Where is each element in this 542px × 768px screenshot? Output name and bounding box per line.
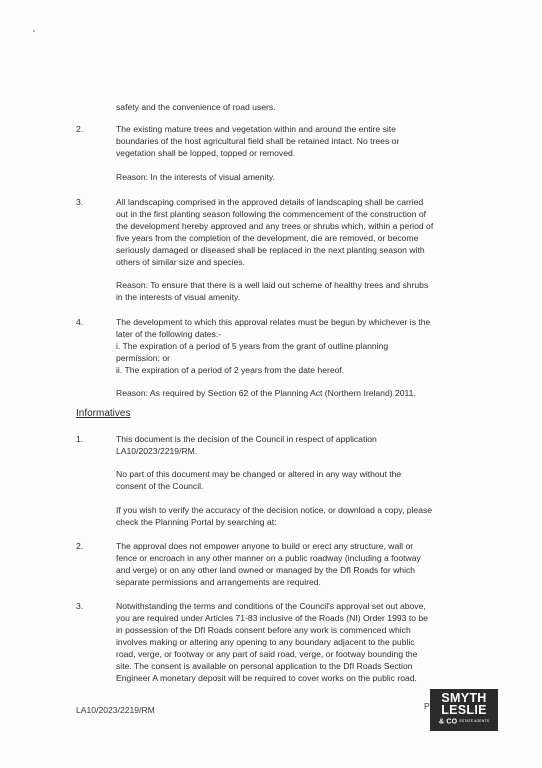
condition-number: 4. bbox=[76, 317, 84, 327]
agency-logo bbox=[430, 689, 498, 731]
condition-text-line: others of similar size and species. bbox=[116, 257, 245, 267]
condition-reason-line: Reason: As required by Section 62 of the Planning Act (Northern Ireland) 2011. bbox=[116, 388, 416, 398]
informative-text-line: Engineer A monetary deposit will be required to cover works on the public road. bbox=[116, 673, 417, 683]
informative-text-line: check the Planning Portal by searching at: bbox=[116, 517, 277, 527]
condition-text-line: boundaries of the host agricultural field shall be retained intact. No trees or bbox=[116, 136, 400, 146]
informative-text-line: involves making or altering any opening to any boundary adjacent to the public bbox=[116, 637, 415, 647]
informative-text-line: Notwithstanding the terms and conditions of the Council's approval set out above, bbox=[116, 601, 426, 611]
informative-text-line: in possession of the DfI Roads consent before any work is commenced which bbox=[116, 625, 411, 635]
logo-amp-co: & CO bbox=[438, 718, 458, 726]
informative-number: 1. bbox=[76, 434, 84, 444]
informative-text-line: fence or encroach in any other manner on a public roadway (including a footway bbox=[116, 553, 421, 563]
footer-reference: LA10/2023/2219/RM bbox=[76, 705, 155, 715]
informative-text-line: The approval does not empower anyone to build or erect any structure, wall or bbox=[116, 541, 414, 551]
footer-page-partial: P bbox=[424, 701, 430, 711]
informative-text-line: and verge) or on any other land owned or managed by the DfI Roads for which bbox=[116, 565, 416, 575]
condition-text-line: The existing mature trees and vegetation within and around the entire site bbox=[116, 124, 396, 134]
condition-text-line: All landscaping comprised in the approved details of landscaping shall be carried bbox=[116, 197, 424, 207]
informatives-heading: Informatives bbox=[76, 408, 131, 419]
condition-text-line: later of the following dates:- bbox=[116, 329, 222, 339]
informative-text-line: This document is the decision of the Council in respect of application bbox=[116, 434, 377, 444]
condition-text-line: ii. The expiration of a period of 2 years from the date hereof. bbox=[116, 365, 345, 375]
condition-number: 3. bbox=[76, 197, 84, 207]
condition-text-line: vegetation shall be lopped, topped or removed. bbox=[116, 148, 296, 158]
informative-number: 3. bbox=[76, 601, 84, 611]
condition-number: 2. bbox=[76, 124, 84, 134]
informative-text-line: you are required under Articles 71-83 inclusive of the Roads (NI) Order 1993 to be bbox=[116, 613, 428, 623]
condition-text-line: the development hereby approved and any trees or shrubs which, within a period of bbox=[116, 221, 434, 231]
continuation-line: safety and the convenience of road users. bbox=[116, 102, 276, 112]
logo-line-3 bbox=[430, 717, 498, 726]
condition-reason-line: Reason: In the interests of visual amenity. bbox=[116, 172, 275, 182]
condition-text-line: out in the first planting season following the commencement of the construction of bbox=[116, 209, 427, 219]
scan-speck bbox=[33, 30, 35, 32]
informative-text-line: consent of the Council. bbox=[116, 481, 204, 491]
condition-reason-line: Reason: To ensure that there is a well laid out scheme of healthy trees and shrubs bbox=[116, 280, 429, 290]
condition-text-line: five years from the completion of the development, die are removed, or become bbox=[116, 233, 419, 243]
logo-line-1: SMYTH bbox=[441, 691, 487, 705]
condition-text-line: i. The expiration of a period of 5 years from the grant of outline planning bbox=[116, 341, 389, 351]
logo-line-2: LESLIE bbox=[441, 703, 487, 717]
logo-estate-agents: ESTATE AGENTS bbox=[459, 719, 490, 723]
condition-text-line: The development to which this approval relates must be begun by whichever is the bbox=[116, 317, 431, 327]
informative-number: 2. bbox=[76, 541, 84, 551]
informative-text-line: If you wish to verify the accuracy of the decision notice, or download a copy, please bbox=[116, 505, 433, 515]
condition-reason-line: in the interests of visual amenity. bbox=[116, 292, 241, 302]
informative-text-line: LA10/2023/2219/RM. bbox=[116, 446, 198, 456]
informative-text-line: site. The consent is available on personal application to the DfI Roads Section bbox=[116, 661, 413, 671]
informative-text-line: No part of this document may be changed or altered in any way without the bbox=[116, 469, 402, 479]
condition-text-line: seriously damaged or diseased shall be replaced in the next planting season with bbox=[116, 245, 425, 255]
informative-text-line: road, verge, or footway or any part of said road, verge, or footway bounding the bbox=[116, 649, 418, 659]
informative-text-line: separate permissions and arrangements are required. bbox=[116, 577, 321, 587]
condition-text-line: permission; or bbox=[116, 353, 170, 363]
